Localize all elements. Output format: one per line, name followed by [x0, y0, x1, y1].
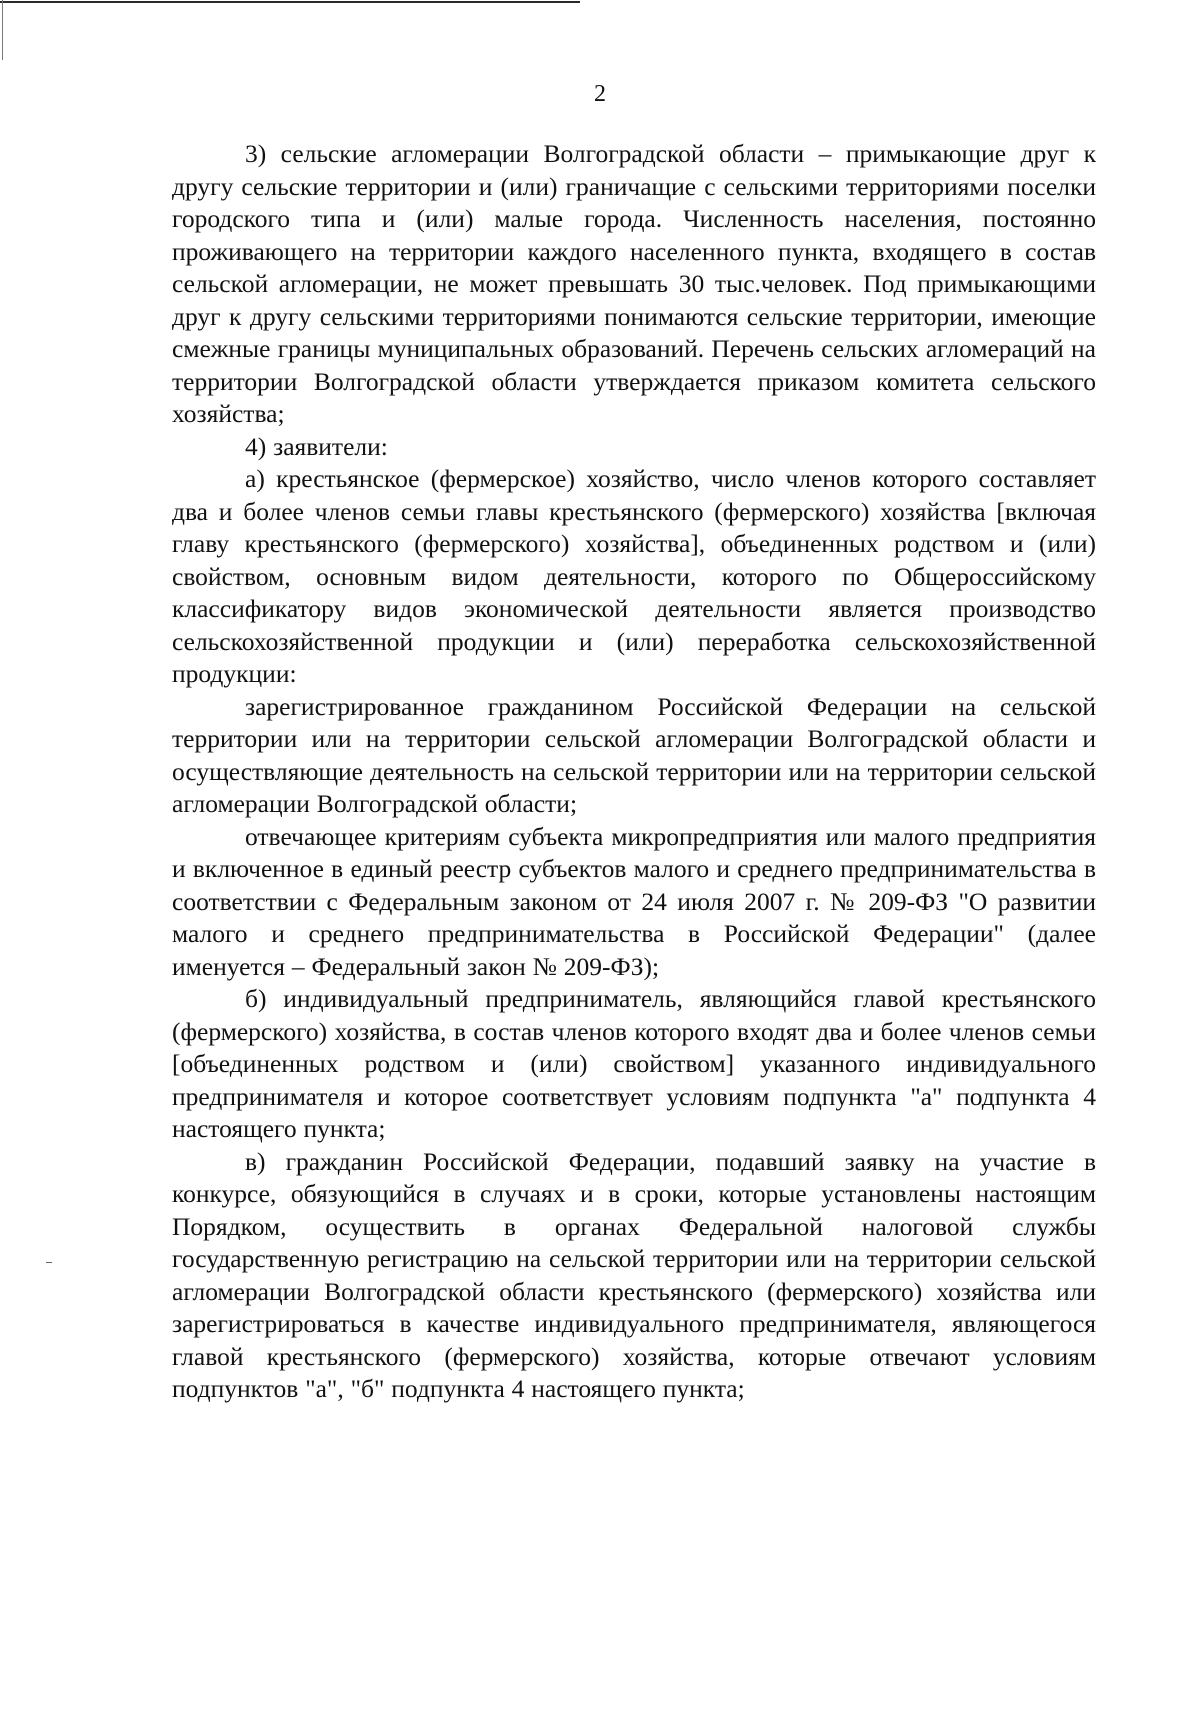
paragraph-item-b: б) индивидуальный предприниматель, являющийся главой крестьянского (фермерского) хозяйства, в состав членов которого входят два и более членов семьи [объединенных родством и (или) свойством] указанного индивидуального предпринимателя и которое соответствует условиям подпункта "а" подпункта 4 настоящего пункта;: [172, 984, 1096, 1143]
paragraph-rural-agglomerations: 3) сельские агломерации Волгоградской области – примыкающие друг к другу сельские территории и (или) граничащие с сельскими территориями поселки городского типа и (или) малые города. Численность населения, постоянно проживающего на территории каждого населенного пункта, входящего в состав сельской агломерации, не может превышать 30 тыс.человек. Под примыкающими друг к другу сельскими территориями понимаются сельские территории, имеющие смежные границы муниципальных образований. Перечень сельских агломераций на территории Волгоградской области утверждается приказом комитета сельского хозяйства;: [172, 139, 1096, 428]
paragraph-applicants-heading: 4) заявители:: [245, 431, 388, 461]
paragraph-criteria: отвечающее критериям субъекта микропредприятия или малого предприятия и включенное в единый реестр субъектов малого и среднего предпринимательства в соответствии с Федеральным законом от 24 июля 2007 г. № 209-ФЗ "О развитии малого и среднего предпринимательства в Российской Федерации" (далее именуется – Федеральный закон № 209-ФЗ);: [172, 821, 1096, 981]
paragraph-item-a: а) крестьянское (фермерское) хозяйство, число членов которого составляет два и более членов семьи главы крестьянского (фермерского) хозяйства [включая главу крестьянского (фермерского) хозяйства], объединенных родством и (или) свойством, основным видом деятельности, которого по Общероссийскому классификатору видов экономической деятельности является производство сельскохозяйственной продукции и (или) переработка сельскохозяйственной продукции:: [172, 464, 1096, 688]
page-number: 2: [594, 81, 606, 107]
paragraph-registered: зарегистрированное гражданином Российской Федерации на сельской территории или на территории сельской агломерации Волгоградской области и осуществляющие деятельность на сельской территории или на территории сельской агломерации Волгоградской области;: [172, 691, 1096, 818]
scan-margin-mark: [46, 1262, 52, 1263]
paragraph-item-v: в) гражданин Российской Федерации, подавший заявку на участие в конкурсе, обязующийся в случаях и в сроки, которые установлены настоящим Порядком, осуществить в органах Федеральной налоговой службы государственную регистрацию на сельской территории или на территории сельской агломерации Волгоградской области крестьянского (фермерского) хозяйства или зарегистрироваться в качестве индивидуального предпринимателя, являющегося главой крестьянского (фермерского) хозяйства, которые отвечают условиям подпунктов "а", "б" подпункта 4 настоящего пункта;: [172, 1146, 1096, 1403]
document-body: [172, 138, 1096, 1406]
scan-edge-line: [0, 1, 580, 3]
scan-edge-line-left: [2, 0, 3, 60]
